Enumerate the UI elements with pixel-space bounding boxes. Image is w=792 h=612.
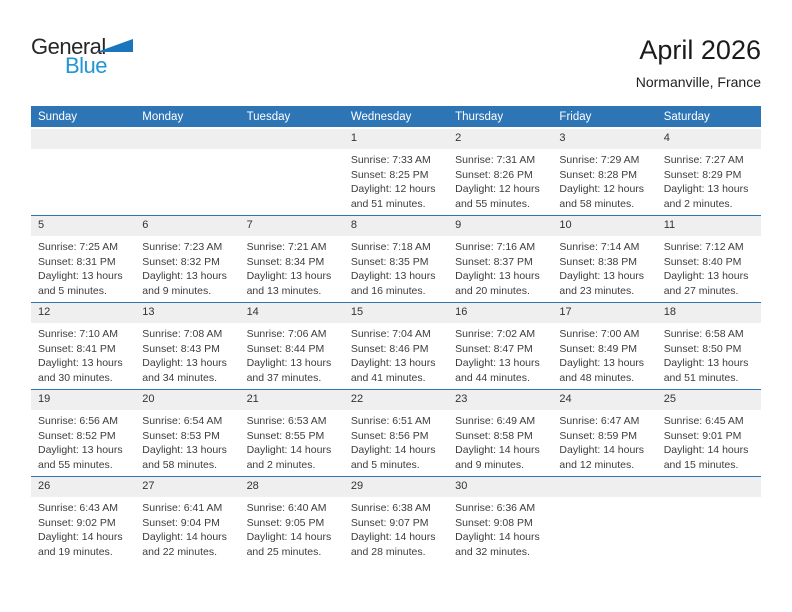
- day-number: 12: [31, 303, 135, 323]
- daylight-text: Daylight: 13 hours and 55 minutes.: [38, 444, 123, 471]
- day-number: 6: [135, 216, 239, 236]
- day-details: [657, 236, 761, 298]
- month-title: April 2026: [639, 35, 761, 65]
- sunrise-text: Sunrise: 7:25 AM: [38, 241, 118, 253]
- day-cell-7: [240, 216, 344, 302]
- day-cell-4: [657, 129, 761, 215]
- sunset-text: Sunset: 8:35 PM: [350, 255, 429, 268]
- sunrise-text: Sunrise: 7:23 AM: [142, 241, 223, 253]
- sunset-text: Sunset: 8:58 PM: [455, 429, 533, 442]
- weekday-label-tuesday: Tuesday: [246, 110, 291, 123]
- sunset-text: Sunset: 8:47 PM: [455, 342, 533, 355]
- day-number: [552, 477, 656, 497]
- sunrise-text: Sunrise: 6:38 AM: [350, 502, 431, 514]
- day-details: [552, 410, 656, 472]
- day-details: [135, 323, 239, 385]
- sunset-text: Sunset: 8:28 PM: [559, 168, 638, 181]
- week-row: [31, 215, 761, 302]
- day-cell-27: [135, 477, 239, 567]
- day-number: [657, 477, 761, 497]
- day-details: [448, 410, 552, 472]
- sunrise-text: Sunrise: 7:12 AM: [663, 241, 744, 253]
- week-row: [31, 302, 761, 389]
- daylight-text: Daylight: 13 hours and 5 minutes.: [38, 270, 123, 297]
- day-cell-14: [240, 303, 344, 389]
- sunset-text: Sunset: 8:26 PM: [455, 168, 533, 181]
- sunrise-text: Sunrise: 6:56 AM: [38, 415, 118, 427]
- weekday-label-wednesday: Wednesday: [350, 110, 412, 123]
- day-details: [344, 497, 448, 559]
- daylight-text: Daylight: 13 hours and 51 minutes.: [663, 357, 749, 384]
- daylight-text: Daylight: 13 hours and 20 minutes.: [455, 270, 540, 297]
- day-number: 25: [657, 390, 761, 410]
- day-cell-26: [31, 477, 135, 567]
- sunset-text: Sunset: 8:52 PM: [38, 429, 116, 442]
- sunrise-text: Sunrise: 6:41 AM: [142, 502, 223, 514]
- day-details: [552, 497, 656, 501]
- sunset-text: Sunset: 9:02 PM: [38, 516, 116, 529]
- day-details: [135, 236, 239, 298]
- day-cell-6: [135, 216, 239, 302]
- day-number: 27: [135, 477, 239, 497]
- day-cell-22: [344, 390, 448, 476]
- day-number: 19: [31, 390, 135, 410]
- sunrise-text: Sunrise: 7:06 AM: [246, 328, 327, 340]
- sunset-text: Sunset: 8:34 PM: [246, 255, 325, 268]
- day-details: [657, 323, 761, 385]
- day-details: [552, 323, 656, 385]
- sunrise-text: Sunrise: 6:58 AM: [663, 328, 744, 340]
- sunset-text: Sunset: 8:41 PM: [38, 342, 116, 355]
- day-details: [240, 410, 344, 472]
- weekday-label-thursday: Thursday: [455, 110, 504, 123]
- day-cell-empty: [31, 129, 135, 215]
- day-number: 13: [135, 303, 239, 323]
- daylight-text: Daylight: 13 hours and 37 minutes.: [246, 357, 332, 384]
- daylight-text: Daylight: 14 hours and 32 minutes.: [455, 531, 540, 558]
- daylight-text: Daylight: 13 hours and 27 minutes.: [663, 270, 749, 297]
- sunset-text: Sunset: 8:49 PM: [559, 342, 638, 355]
- day-details: [240, 497, 344, 559]
- sunrise-text: Sunrise: 6:45 AM: [663, 415, 744, 427]
- daylight-text: Daylight: 13 hours and 34 minutes.: [142, 357, 227, 384]
- sunset-text: Sunset: 8:55 PM: [246, 429, 325, 442]
- day-number: 29: [344, 477, 448, 497]
- day-details: [448, 236, 552, 298]
- sunset-text: Sunset: 8:59 PM: [559, 429, 638, 442]
- sunrise-text: Sunrise: 7:21 AM: [246, 241, 327, 253]
- sunrise-text: Sunrise: 7:16 AM: [455, 241, 536, 253]
- sunset-text: Sunset: 9:01 PM: [663, 429, 742, 442]
- sunset-text: Sunset: 8:31 PM: [38, 255, 116, 268]
- day-number: 7: [240, 216, 344, 236]
- day-number: [31, 129, 135, 149]
- weekday-label-sunday: Sunday: [38, 110, 78, 123]
- sunrise-text: Sunrise: 7:33 AM: [350, 154, 431, 166]
- day-cell-empty: [240, 129, 344, 215]
- sunset-text: Sunset: 8:53 PM: [142, 429, 220, 442]
- day-cell-28: [240, 477, 344, 567]
- day-details: [448, 497, 552, 559]
- day-number: [135, 129, 239, 149]
- day-details: [135, 149, 239, 153]
- day-details: [344, 410, 448, 472]
- day-details: [31, 497, 135, 559]
- daylight-text: Daylight: 14 hours and 12 minutes.: [559, 444, 645, 471]
- daylight-text: Daylight: 12 hours and 55 minutes.: [455, 183, 540, 210]
- sunset-text: Sunset: 8:46 PM: [350, 342, 429, 355]
- day-cell-20: [135, 390, 239, 476]
- daylight-text: Daylight: 14 hours and 19 minutes.: [38, 531, 123, 558]
- sunset-text: Sunset: 8:44 PM: [246, 342, 325, 355]
- day-number: 21: [240, 390, 344, 410]
- daylight-text: Daylight: 13 hours and 41 minutes.: [350, 357, 436, 384]
- day-details: [344, 149, 448, 211]
- sunrise-text: Sunrise: 7:29 AM: [559, 154, 640, 166]
- general-blue-logo: [31, 36, 191, 77]
- weekday-label-saturday: Saturday: [663, 110, 710, 123]
- sunrise-text: Sunrise: 7:08 AM: [142, 328, 223, 340]
- day-details: [657, 497, 761, 501]
- day-number: 18: [657, 303, 761, 323]
- sunrise-text: Sunrise: 6:47 AM: [559, 415, 640, 427]
- daylight-text: Daylight: 13 hours and 30 minutes.: [38, 357, 123, 384]
- sunrise-text: Sunrise: 7:02 AM: [455, 328, 536, 340]
- day-number: 14: [240, 303, 344, 323]
- day-number: 22: [344, 390, 448, 410]
- daylight-text: Daylight: 14 hours and 28 minutes.: [350, 531, 436, 558]
- day-details: [135, 497, 239, 559]
- day-details: [135, 410, 239, 472]
- day-number: 11: [657, 216, 761, 236]
- sunset-text: Sunset: 8:43 PM: [142, 342, 220, 355]
- day-number: 17: [552, 303, 656, 323]
- day-cell-10: [552, 216, 656, 302]
- sunset-text: Sunset: 8:25 PM: [350, 168, 429, 181]
- daylight-text: Daylight: 13 hours and 13 minutes.: [246, 270, 332, 297]
- day-details: [31, 236, 135, 298]
- location-subtitle: Normanville, France: [635, 73, 761, 90]
- weekday-header-row: [31, 106, 761, 127]
- day-cell-empty: [135, 129, 239, 215]
- day-cell-empty: [552, 477, 656, 567]
- day-cell-12: [31, 303, 135, 389]
- day-cell-9: [448, 216, 552, 302]
- day-cell-30: [448, 477, 552, 567]
- day-number: 30: [448, 477, 552, 497]
- sunrise-text: Sunrise: 7:04 AM: [350, 328, 431, 340]
- title-block: [636, 36, 761, 90]
- day-details: [448, 323, 552, 385]
- day-details: [31, 323, 135, 385]
- day-cell-24: [552, 390, 656, 476]
- day-cell-8: [344, 216, 448, 302]
- sunrise-text: Sunrise: 6:54 AM: [142, 415, 223, 427]
- day-number: 15: [344, 303, 448, 323]
- daylight-text: Daylight: 13 hours and 58 minutes.: [142, 444, 227, 471]
- day-details: [657, 410, 761, 472]
- daylight-text: Daylight: 13 hours and 16 minutes.: [350, 270, 436, 297]
- sunrise-text: Sunrise: 7:00 AM: [559, 328, 640, 340]
- calendar-grid: [31, 129, 761, 567]
- day-number: [240, 129, 344, 149]
- daylight-text: Daylight: 13 hours and 44 minutes.: [455, 357, 540, 384]
- day-number: 1: [344, 129, 448, 149]
- daylight-text: Daylight: 12 hours and 51 minutes.: [350, 183, 436, 210]
- sunrise-text: Sunrise: 6:36 AM: [455, 502, 536, 514]
- sunrise-text: Sunrise: 7:31 AM: [455, 154, 536, 166]
- sunset-text: Sunset: 8:38 PM: [559, 255, 638, 268]
- sunrise-text: Sunrise: 7:10 AM: [38, 328, 118, 340]
- daylight-text: Daylight: 13 hours and 2 minutes.: [663, 183, 749, 210]
- day-cell-19: [31, 390, 135, 476]
- daylight-text: Daylight: 14 hours and 15 minutes.: [663, 444, 749, 471]
- day-number: 23: [448, 390, 552, 410]
- day-cell-17: [552, 303, 656, 389]
- day-details: [31, 410, 135, 472]
- sunset-text: Sunset: 8:40 PM: [663, 255, 742, 268]
- day-number: 4: [657, 129, 761, 149]
- day-number: 26: [31, 477, 135, 497]
- sunrise-text: Sunrise: 7:18 AM: [350, 241, 431, 253]
- sunrise-text: Sunrise: 6:49 AM: [455, 415, 536, 427]
- day-details: [552, 149, 656, 211]
- weekday-label-monday: Monday: [142, 110, 184, 123]
- day-details: [344, 236, 448, 298]
- day-cell-empty: [657, 477, 761, 567]
- week-row: [31, 476, 761, 567]
- day-cell-25: [657, 390, 761, 476]
- weekday-label-friday: Friday: [559, 110, 592, 123]
- daylight-text: Daylight: 14 hours and 22 minutes.: [142, 531, 227, 558]
- daylight-text: Daylight: 12 hours and 58 minutes.: [559, 183, 645, 210]
- day-cell-18: [657, 303, 761, 389]
- day-number: 3: [552, 129, 656, 149]
- day-cell-21: [240, 390, 344, 476]
- day-cell-3: [552, 129, 656, 215]
- day-number: 16: [448, 303, 552, 323]
- day-details: [344, 323, 448, 385]
- sunrise-text: Sunrise: 7:27 AM: [663, 154, 744, 166]
- day-number: 9: [448, 216, 552, 236]
- day-cell-29: [344, 477, 448, 567]
- day-cell-11: [657, 216, 761, 302]
- day-cell-13: [135, 303, 239, 389]
- day-number: 8: [344, 216, 448, 236]
- day-cell-2: [448, 129, 552, 215]
- day-number: 5: [31, 216, 135, 236]
- sunset-text: Sunset: 8:32 PM: [142, 255, 220, 268]
- sunrise-text: Sunrise: 7:14 AM: [559, 241, 640, 253]
- sunset-text: Sunset: 8:50 PM: [663, 342, 742, 355]
- sunset-text: Sunset: 8:56 PM: [350, 429, 429, 442]
- sunrise-text: Sunrise: 6:40 AM: [246, 502, 327, 514]
- day-details: [240, 149, 344, 153]
- page-header: [31, 0, 761, 106]
- daylight-text: Daylight: 13 hours and 23 minutes.: [559, 270, 645, 297]
- logo-text-blue: Blue: [65, 53, 108, 78]
- sunrise-text: Sunrise: 6:53 AM: [246, 415, 327, 427]
- sunrise-text: Sunrise: 6:51 AM: [350, 415, 431, 427]
- day-number: 24: [552, 390, 656, 410]
- day-number: 2: [448, 129, 552, 149]
- daylight-text: Daylight: 14 hours and 9 minutes.: [455, 444, 540, 471]
- day-number: 10: [552, 216, 656, 236]
- sunset-text: Sunset: 8:37 PM: [455, 255, 533, 268]
- sunset-text: Sunset: 9:05 PM: [246, 516, 325, 529]
- day-details: [240, 323, 344, 385]
- day-cell-16: [448, 303, 552, 389]
- sunset-text: Sunset: 9:07 PM: [350, 516, 429, 529]
- daylight-text: Daylight: 13 hours and 48 minutes.: [559, 357, 645, 384]
- day-cell-23: [448, 390, 552, 476]
- day-details: [448, 149, 552, 211]
- day-number: 28: [240, 477, 344, 497]
- sunrise-text: Sunrise: 6:43 AM: [38, 502, 118, 514]
- week-row: [31, 129, 761, 215]
- day-details: [552, 236, 656, 298]
- sunset-text: Sunset: 9:04 PM: [142, 516, 220, 529]
- day-cell-5: [31, 216, 135, 302]
- sunset-text: Sunset: 9:08 PM: [455, 516, 533, 529]
- daylight-text: Daylight: 14 hours and 2 minutes.: [246, 444, 332, 471]
- day-number: 20: [135, 390, 239, 410]
- day-details: [657, 149, 761, 211]
- day-cell-15: [344, 303, 448, 389]
- day-details: [31, 149, 135, 153]
- daylight-text: Daylight: 14 hours and 25 minutes.: [246, 531, 332, 558]
- day-cell-1: [344, 129, 448, 215]
- sunset-text: Sunset: 8:29 PM: [663, 168, 742, 181]
- day-details: [240, 236, 344, 298]
- logo-text-general: General: [31, 34, 106, 59]
- week-row: [31, 389, 761, 476]
- daylight-text: Daylight: 14 hours and 5 minutes.: [350, 444, 436, 471]
- daylight-text: Daylight: 13 hours and 9 minutes.: [142, 270, 227, 297]
